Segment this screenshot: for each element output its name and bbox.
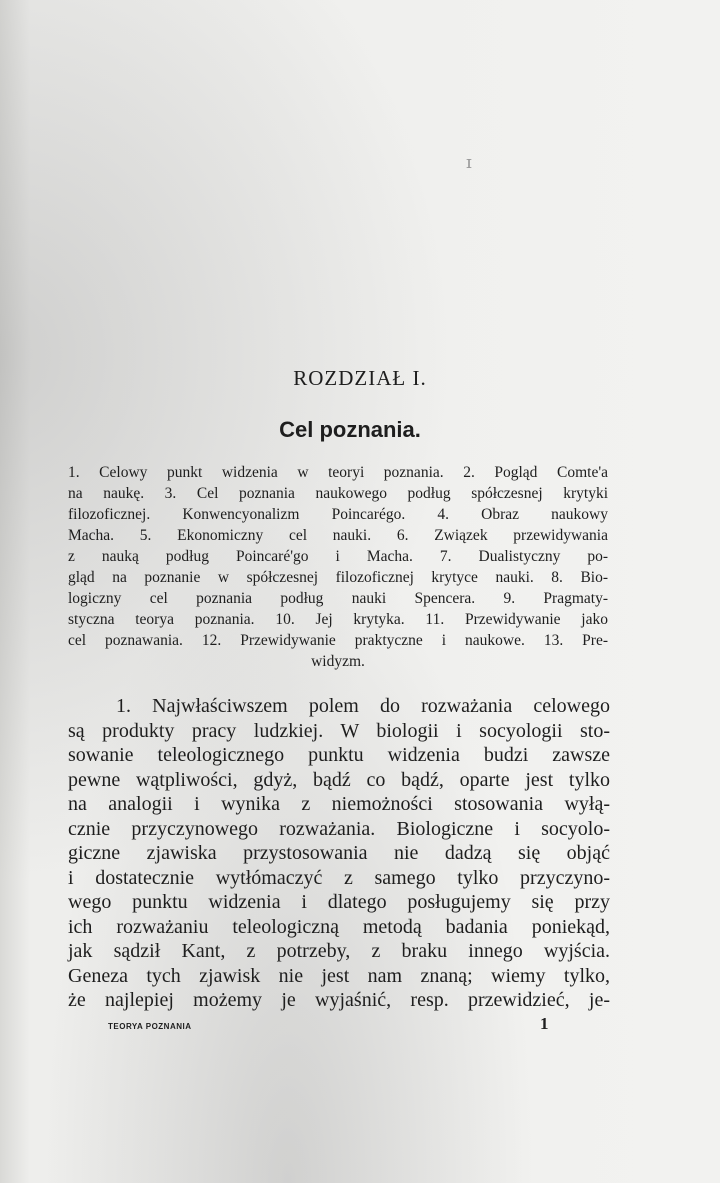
summary-line: cel poznawania. 12. Przewidywanie praktyczne i naukowe. 13. Pre- xyxy=(68,632,608,649)
body-line: na analogii i wynika z niemożności stosowania wyłą- xyxy=(68,793,610,815)
body-line: cznie przyczynowego rozważania. Biologiczne i socyolo- xyxy=(68,817,610,840)
body-line: jak sądził Kant, z potrzeby, z braku innego wyjścia. xyxy=(68,940,610,962)
margin-mark: ɪ xyxy=(466,152,472,173)
body-line: pewne wątpliwości, gdyż, bądź co bądź, oparte jest tylko xyxy=(68,768,610,791)
summary-line: logiczny cel poznania podług nauki Spencera. 9. Pragmaty- xyxy=(68,590,608,607)
summary-line: Macha. 5. Ekonomiczny cel nauki. 6. Związek przewidywania xyxy=(68,527,608,544)
summary-line: 1. Celowy punkt widzenia w teoryi poznania. 2. Pogląd Comte'a xyxy=(68,464,608,481)
summary-line: z nauką podług Poincaré'go i Macha. 7. Dualistyczny po- xyxy=(68,548,608,565)
body-line: są produkty pracy ludzkiej. W biologii i socyologii sto- xyxy=(68,719,610,742)
summary-line: styczna teorya poznania. 10. Jej krytyka. 11. Przewidywanie jako xyxy=(68,611,608,628)
chapter-heading: ROZDZIAŁ I. xyxy=(293,366,427,390)
body-line: 1. Najwłaściwszem polem do rozważania celowego xyxy=(116,695,610,717)
body-line: sowanie teleologicznego punktu widzenia budzi zawsze xyxy=(68,744,610,766)
summary-line: na naukę. 3. Cel poznania naukowego podług spółczesnej krytyki xyxy=(68,485,608,502)
summary-line: widyzm. xyxy=(311,653,365,670)
body-line: i dostatecznie wytłómaczyć z samego tylko przyczyno- xyxy=(68,866,610,889)
body-line: Geneza tych zjawisk nie jest nam znaną; wiemy tylko, xyxy=(68,964,610,987)
body-line: że najlepiej możemy je wyjaśnić, resp. przewidzieć, je- xyxy=(68,989,610,1011)
chapter-title: Cel poznania. xyxy=(279,417,421,442)
summary-line: filozoficznej. Konwencyonalizm Poincarégo. 4. Obraz naukowy xyxy=(68,506,608,523)
summary-line: gląd na poznanie w spółczesnej filozoficznej krytyce nauki. 8. Bio- xyxy=(68,569,608,586)
body-paragraph xyxy=(68,694,610,1013)
printer-signature: TEORYA POZNANIA xyxy=(108,1022,192,1031)
page-number: 1 xyxy=(540,1014,549,1033)
chapter-summary xyxy=(68,462,608,672)
body-line: wego punktu widzenia i dlatego posługujemy się przy xyxy=(68,891,610,913)
body-line: giczne zjawiska przystosowania nie dadzą się objąć xyxy=(68,842,610,864)
body-line: ich rozważaniu teleologiczną metodą badania poniekąd, xyxy=(68,915,610,938)
